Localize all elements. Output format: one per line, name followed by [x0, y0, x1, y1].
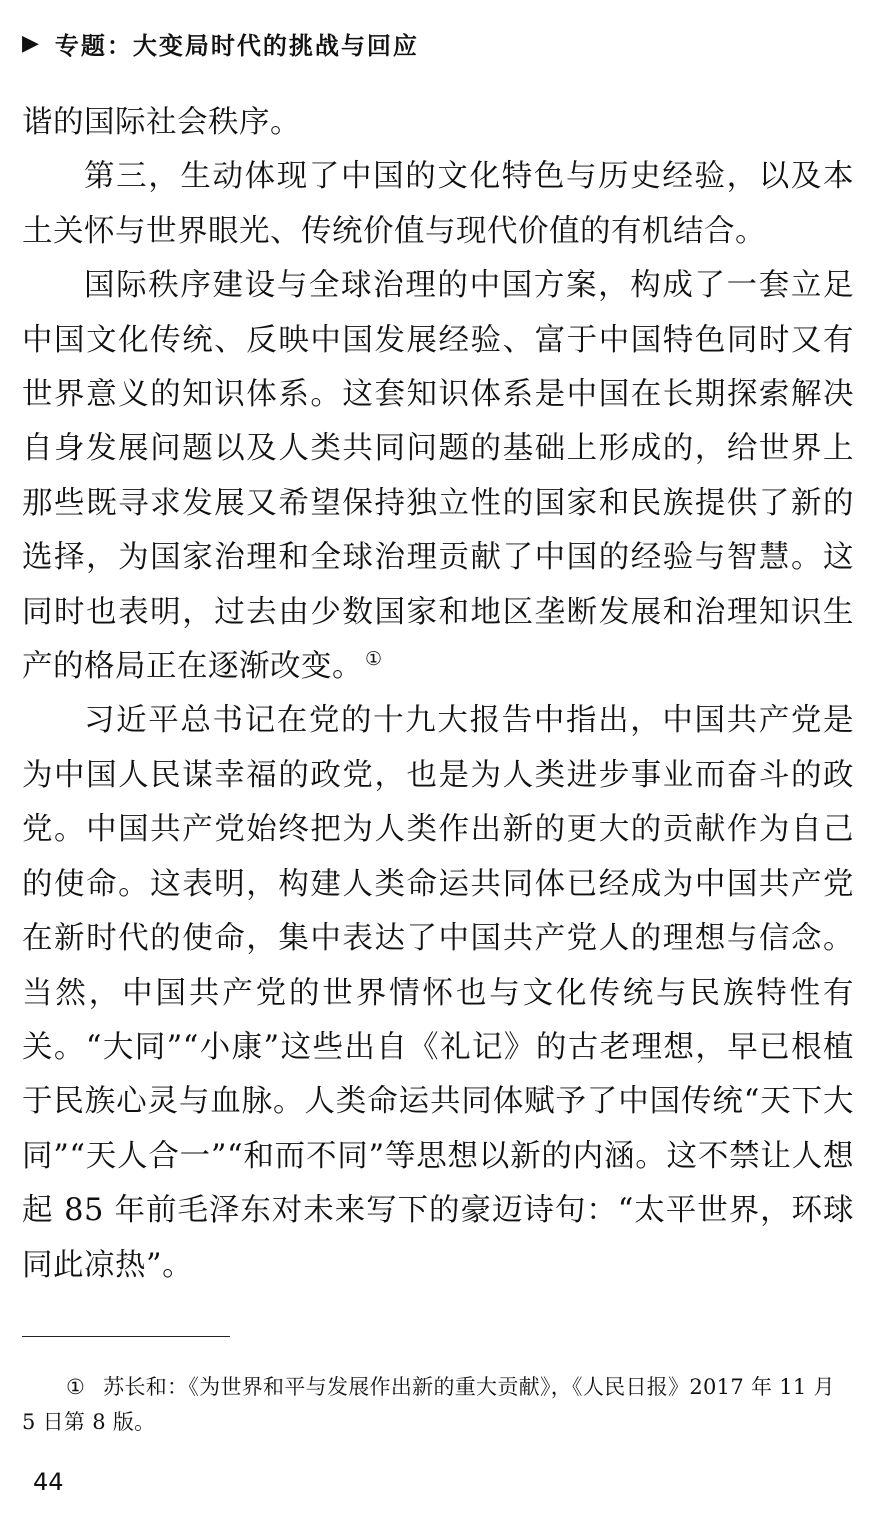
footnote-divider — [22, 1336, 230, 1337]
paragraph-third-point: 第三，生动体现了中国的文化特色与历史经验，以及本土关怀与世界眼光、传统价值与现代价值的有机结合。 — [22, 159, 854, 249]
body-text — [22, 96, 854, 1293]
paragraph-knowledge-system-text: 国际秩序建设与全球治理的中国方案，构成了一套立足中国文化传统、反映中国发展经验、富于中国特色同时又有世界意义的知识体系。这套知识体系是中国在长期探索解决自身发展问题以及人类共同问题的基础上形成的，给世界上那些既寻求发展又希望保持独立性的国家和民族提供了新的选择，为国家治理和全球治理贡献了中国的经验与智慧。这同时也表明，过去由少数国家和地区垄断发展和治理知识生产的格局正在逐渐改变。 — [22, 268, 854, 685]
triangle-marker-icon: ▶ — [22, 30, 41, 56]
footnote — [22, 1370, 854, 1440]
paragraph-community-of-destiny: 习近平总书记在党的十九大报告中指出，中国共产党是为中国人民谋幸福的政党，也是为人类进步事业而奋斗的政党。中国共产党始终把为人类作出新的更大的贡献作为自己的使命。这表明，构建人类命运共同体已经成为中国共产党在新时代的使命，集中表达了中国共产党人的理想与信念。当然，中国共产党的世界情怀也与文化传统与民族特性有关。“大同”“小康”这些出自《礼记》的古老理想，早已根植于民族心灵与血脉。人类命运共同体赋予了中国传统“天下大同”“天人合一”“和而不同”等思想以新的内涵。这不禁让人想起 85 年前毛泽东对未来写下的豪迈诗句：“太平世界，环球同此凉热”。 — [22, 703, 854, 1283]
footnote-text: 苏长和：《为世界和平与发展作出新的重大贡献》，《人民日报》2017 年 11 月 5 日第 8 版。 — [22, 1375, 835, 1434]
footnote-mark: ① — [66, 1375, 86, 1399]
running-header — [22, 26, 419, 60]
footnote-reference: ① — [365, 647, 383, 670]
paragraph-continuation: 谐的国际社会秩序。 — [22, 105, 301, 140]
running-header-title: 专题：大变局时代的挑战与回应 — [54, 31, 419, 60]
page-number: 44 — [33, 1468, 64, 1496]
paragraph-knowledge-system — [22, 259, 854, 694]
